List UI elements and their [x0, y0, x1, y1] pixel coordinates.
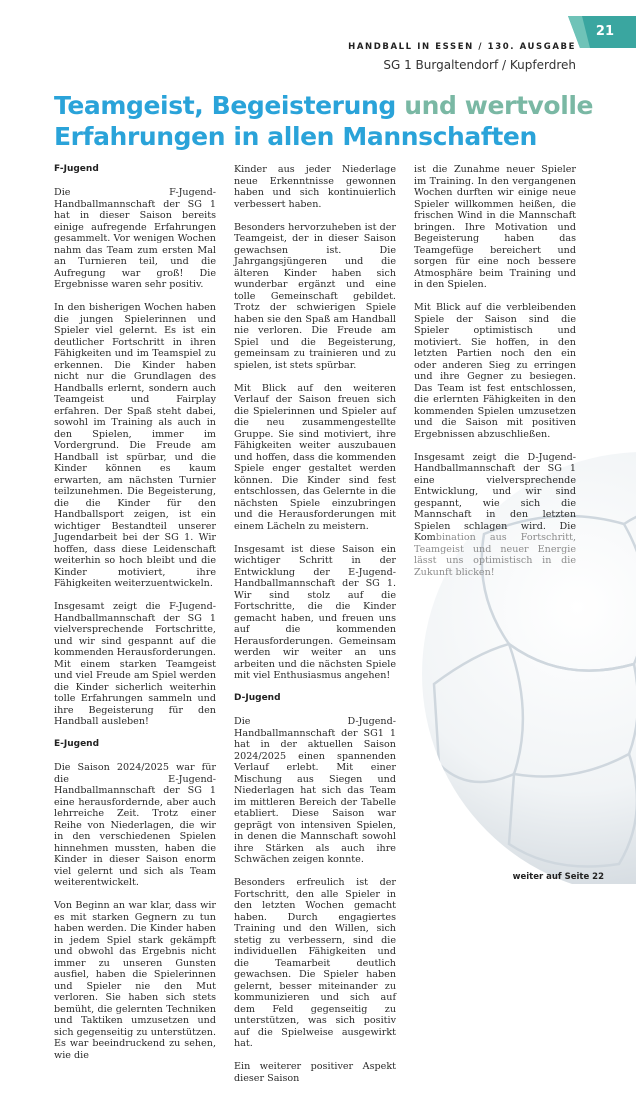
- column-1: [54, 164, 216, 1073]
- paragraph: ist die Zunahme neuer Spieler im Training. In den vergangenen Wochen durften wir einige neue Spieler willkommen heißen, die frischen Wind in die Mannschaft bringen. Ihre Motivation und Begeisterung haben das Teamgefüge bereichert und sorgen für eine noch bessere Atmosphäre beim Training und in den Spielen.: [414, 164, 576, 290]
- paragraph: Kinder aus jeder Niederlage neue Erkenntnisse gewonnen haben und sich kontinuierlich verbessert haben.: [234, 164, 396, 210]
- paragraph: Die Saison 2024/2025 war für die E-Jugend-Handballmannschaft der SG 1 eine herausfordernde, aber auch lehrreiche Zeit. Trotz einer Reihe von Niederlagen, die wir in den verschiedenen Spielen hinnehmen mussten, haben die Kinder in dieser Saison enorm viel gelernt und sich als Team weiterentwickelt.: [54, 762, 216, 888]
- paragraph: Mit Blick auf den weiteren Verlauf der Saison freuen sich die Spielerinnen und Spieler auf die neu zusammengestellte Gruppe. Sie sind motiviert, ihre Fähigkeiten weiter auszubauen und hoffen, dass die kommenden Spiele enger gestaltet werden können. Die Kinder sind fest entschlossen, das Gelernte in die nächsten Spiele einzubringen und die Herausforderungen mit einem Lächeln zu meistern.: [234, 382, 396, 532]
- closing-text: Insgesamt zeigt die D-Jugend-Handballmannschaft der SG 1 eine vielversprechende Entwicklung, und wir sind gespannt, wie sich die Mannschaft in den letzten Spielen schlagen wird. Die Kom: [414, 451, 576, 543]
- paragraph: Ein weiterer positiver Aspekt dieser Saison: [234, 1061, 396, 1084]
- section-heading-f-jugend: F-Jugend: [54, 164, 99, 174]
- paragraph: Die D-Jugend-Handballmannschaft der SG1 1 hat in der aktuellen Saison 2024/2025 einen spannenden Verlauf erlebt. Mit einer Mischung aus Siegen und Niederlagen hat sich das Team im mittleren Bereich der Tabelle etabliert. Diese Saison war geprägt von intensiven Spielen, in denen die Mannschaft sowohl ihre Stärken als auch ihre Schwächen zeigen konnte.: [234, 716, 396, 865]
- title-part-3: Erfahrungen in allen Mannschaften: [54, 122, 537, 151]
- paragraph: Die F-Jugend-Handballmannschaft der SG 1 hat in dieser Saison bereits einige aufregende Erfahrungen gesammelt. Vor wenigen Wochen nahm das Team zum ersten Mal an Turnieren teil, und die Aufregung war groß! Die Ergebnisse waren sehr positiv.: [54, 187, 216, 290]
- paragraph: Insgesamt ist diese Saison ein wichtiger Schritt in der Entwicklung der E-Jugend-Handballmannschaft der SG 1. Wir sind stolz auf die Fortschritte, die die Kinder gemacht haben, und freuen uns auf die kommenden Herausforderungen. Gemeinsam werden wir weiter an uns arbeiten und die nächsten Spiele mit viel Enthusiasmus angehen!: [234, 543, 396, 681]
- paragraph: Besonders hervorzuheben ist der Teamgeist, der in dieser Saison gewachsen ist. Die Jahrgangsjüngeren und die älteren Kinder haben sich wunderbar ergänzt und eine tolle Gemeinschaft gebildet. Trotz der schwierigen Spiele haben sie den Spaß am Handball nie verloren. Die Freude am Spiel und die Begeisterung, gemeinsam zu trainieren und zu spielen, ist stets spürbar.: [234, 221, 396, 371]
- section-heading-d-jugend: D-Jugend: [234, 693, 281, 703]
- paragraph-closing: [414, 452, 576, 579]
- magazine-kicker: HANDBALL IN ESSEN / 130. AUSGABE: [348, 42, 576, 52]
- section-heading-e-jugend: E-Jugend: [54, 739, 100, 749]
- article-title: [54, 90, 594, 152]
- continued-note: weiter auf Seite 22: [512, 872, 604, 882]
- closing-text-faded: bination aus Fortschritt, Teamgeist und neuer Energie lässt uns optimistisch in die Zukunft blicken!: [414, 532, 576, 578]
- column-2: [234, 164, 396, 1096]
- title-part-1: Teamgeist, Begeisterung: [54, 91, 405, 120]
- paragraph: Besonders erfreulich ist der Fortschritt, den alle Spieler in den letzten Wochen gemacht haben. Durch engagiertes Training und den Willen, sich stetig zu verbessern, sind die individuellen Fähigkeiten und die Teamarbeit deutlich gewachsen. Die Spieler haben gelernt, besser miteinander zu kommunizieren und sich auf dem Feld gegenseitig zu unterstützen, was sich positiv auf die Spielweise ausgewirkt hat.: [234, 877, 396, 1049]
- paragraph: Insgesamt zeigt die F-Jugend-Handballmannschaft der SG 1 vielversprechende Fortschritte, und wir sind gespannt auf die kommenden Herausforderungen. Mit einem starken Teamgeist und viel Freude am Spiel werden die Kinder sicherlich weiterhin tolle Erfahrungen sammeln und ihre Begeisterung für den Handball ausleben!: [54, 601, 216, 727]
- paragraph: In den bisherigen Wochen haben die jungen Spielerinnen und Spieler viel gelernt. Es ist ein deutlicher Fortschritt in ihren Fähigkeiten und im Teamspiel zu erkennen. Die Kinder haben nicht nur die Grundlagen des Handballs erlernt, sondern auch Teamgeist und Fairplay erfahren. Der Spaß steht dabei, sowohl im Training als auch in den Spielen, immer im Vordergrund. Die Freude am Handball ist spürbar, und die Kinder können es kaum erwarten, am nächsten Turnier teilzunehmen. Die Begeisterung, die die Kinder für den Handballsport zeigen, ist ein wichtiger Bestandteil unserer Jugendarbeit bei der SG 1. Wir hoffen, dass diese Leidenschaft weiterhin so hoch bleibt und die Kinder motiviert, ihre Fähigkeiten weiterzuentwickeln.: [54, 302, 216, 589]
- page-number: 21: [595, 24, 614, 39]
- paragraph: Mit Blick auf die verbleibenden Spiele der Saison sind die Spieler optimistisch und motiviert. Sie hoffen, in den letzten Partien noch den ein oder anderen Sieg zu erringen und ihre Gegner zu besiegen. Das Team ist fest entschlossen, die erlernten Fähigkeiten in den kommenden Spielen umzusetzen und die Saison mit positiven Ergebnissen abzuschließen.: [414, 302, 576, 440]
- paragraph: Von Beginn an war klar, dass wir es mit starken Gegnern zu tun haben werden. Die Kinder haben in jedem Spiel stark gekämpft und obwohl das Ergebnis nicht immer zu unseren Gunsten ausfiel, haben die Spielerinnen und Spieler nie den Mut verloren. Sie haben sich stets bemüht, die gelernten Techniken und Taktiken umzusetzen und sich gegenseitig zu unterstützen. Es war beeindruckend zu sehen, wie die: [54, 900, 216, 1061]
- column-3: [414, 164, 576, 590]
- club-name: SG 1 Burgaltendorf / Kupferdreh: [383, 58, 576, 72]
- title-part-2: und wertvolle: [404, 91, 594, 120]
